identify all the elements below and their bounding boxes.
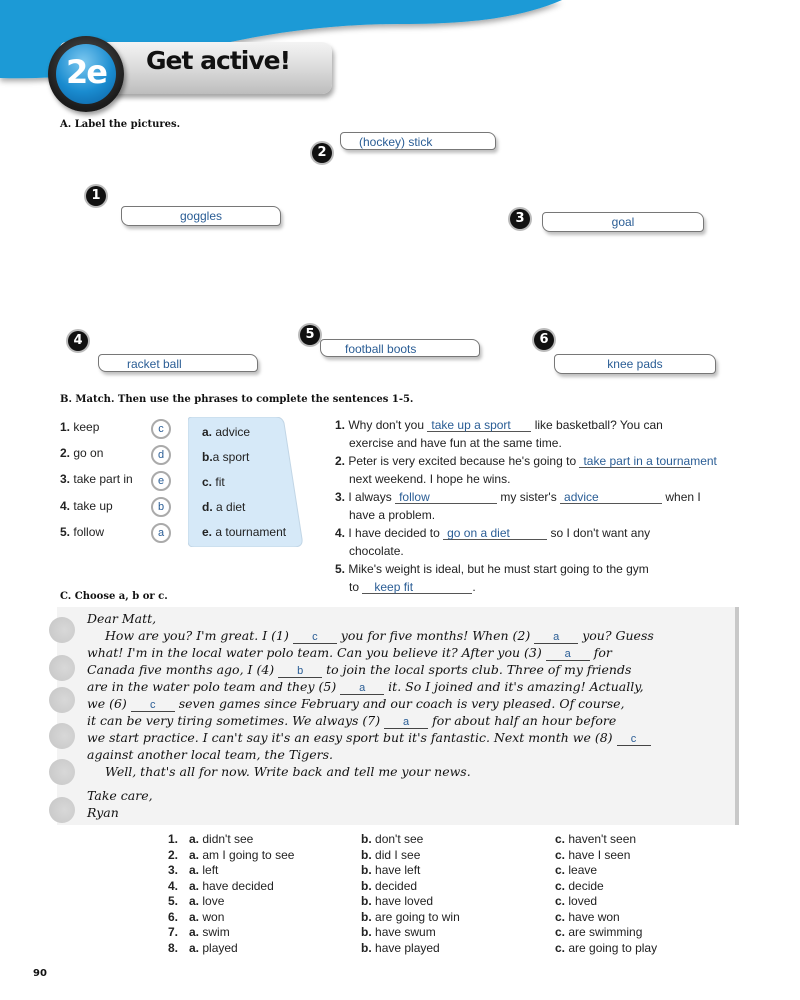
letter-blank-2[interactable]: a — [534, 632, 578, 644]
match-right-d — [202, 500, 245, 514]
match-right-e — [202, 525, 286, 539]
option-text: didn't see — [202, 832, 254, 846]
option-letter: b. — [361, 925, 372, 939]
option-text: won — [202, 909, 225, 924]
letter-blank-6[interactable]: c — [131, 700, 175, 712]
option-letter: a. — [189, 847, 200, 862]
sentence-num: 5. — [335, 562, 346, 576]
lesson-badge-text: 2e — [66, 53, 106, 91]
sentence-1 — [335, 418, 663, 432]
option-2-a[interactable] — [189, 848, 294, 862]
match-left-num: 4. — [60, 499, 71, 513]
option-letter: c. — [555, 925, 566, 939]
option-number: 7. — [168, 925, 179, 939]
option-number: 1. — [168, 832, 179, 846]
option-text: decided — [375, 878, 418, 893]
match-left-1 — [60, 420, 99, 434]
punch-hole — [49, 723, 75, 749]
punch-hole — [49, 687, 75, 713]
match-left-5 — [60, 525, 104, 539]
option-4-a[interactable] — [189, 879, 274, 893]
letter-blank-5[interactable]: a — [340, 683, 384, 695]
option-1-b[interactable] — [361, 832, 423, 846]
option-7-a[interactable] — [189, 925, 230, 939]
match-left-num: 2. — [60, 446, 71, 460]
option-text: are swimming — [568, 925, 643, 939]
letter-blank-7[interactable]: a — [384, 717, 428, 729]
label-field-3[interactable]: goal — [542, 212, 704, 232]
section-c-title: C. Choose a, b or c. — [60, 591, 168, 602]
option-text: did I see — [375, 847, 421, 862]
sentence-text: when I — [665, 490, 701, 504]
picture-number-5: 5 — [300, 325, 320, 345]
letter-text: How are you? I'm great. I (1) — [105, 628, 289, 643]
option-letter: a. — [189, 909, 200, 924]
option-letter: a. — [189, 863, 200, 877]
letter-text: we start practice. I can't say it's an easy sport but it's fantastic. Next month we (8) — [87, 730, 613, 745]
option-text: have decided — [202, 878, 274, 893]
option-number: 8. — [168, 940, 179, 955]
option-letter: a. — [189, 925, 200, 939]
option-letter: a. — [189, 832, 200, 846]
option-3-c[interactable] — [555, 863, 597, 877]
sentence-num: 4. — [335, 526, 346, 540]
letter-text: to join the local sports club. Three of my friends — [326, 662, 632, 677]
option-6-number — [168, 910, 178, 924]
option-3-b[interactable] — [361, 863, 420, 877]
match-right-letter: a. — [202, 425, 213, 439]
option-text: left — [202, 863, 219, 877]
match-answer-5[interactable]: a — [151, 523, 171, 543]
sentence-text: like basketball? You can — [534, 418, 663, 432]
sentence-text: I always — [348, 490, 392, 504]
sentence-text: my sister's — [500, 490, 557, 504]
option-2-b[interactable] — [361, 848, 420, 862]
option-number: 6. — [168, 909, 179, 924]
option-letter: b. — [361, 832, 372, 846]
section-a-title: A. Label the pictures. — [60, 119, 181, 130]
letter-blank-3[interactable]: a — [546, 649, 590, 661]
match-left-text: keep — [73, 420, 100, 434]
letter-line-6 — [87, 713, 616, 729]
letter-text: we (6) — [87, 696, 127, 711]
page-number: 90 — [33, 968, 47, 979]
option-5-number — [168, 894, 178, 908]
option-number: 5. — [168, 894, 179, 908]
option-8-b[interactable] — [361, 941, 440, 955]
picture-number-3: 3 — [510, 209, 530, 229]
sentence-5-blank[interactable]: keep fit — [362, 581, 472, 594]
option-1-c[interactable] — [555, 832, 636, 846]
option-text: are going to play — [568, 940, 658, 955]
option-text: love — [202, 894, 225, 908]
option-letter: a. — [189, 894, 200, 908]
sentence-1-blank[interactable]: take up a sport — [427, 419, 531, 432]
option-letter: c. — [555, 940, 566, 955]
option-letter: b. — [361, 863, 372, 877]
label-field-1[interactable]: goggles — [121, 206, 281, 226]
sentence-text: Peter is very excited because he's going to — [348, 454, 577, 468]
punch-hole — [49, 797, 75, 823]
sentence-3-blank-2[interactable]: advice — [560, 491, 662, 504]
option-1-number — [168, 832, 178, 846]
punch-hole — [49, 759, 75, 785]
letter-line-2 — [87, 645, 612, 661]
match-left-text: follow — [73, 525, 105, 539]
punch-hole — [49, 617, 75, 643]
match-right-text: a tournament — [215, 525, 287, 539]
option-4-c[interactable] — [555, 879, 604, 893]
option-text: are going to win — [375, 909, 460, 924]
letter-text: seven games since February and our coach is very pleased. Of course, — [178, 696, 625, 711]
option-letter: c. — [555, 909, 566, 924]
option-6-c[interactable] — [555, 910, 620, 924]
option-1-a[interactable] — [189, 832, 253, 846]
letter-text: what! I'm in the local water polo team. Can you believe it? After you (3) — [87, 645, 542, 660]
match-left-num: 5. — [60, 525, 71, 539]
match-right-letter: b. — [202, 450, 213, 464]
letter-blank-1[interactable]: c — [293, 632, 337, 644]
match-left-num: 1. — [60, 420, 71, 434]
sentence-5-line2 — [349, 580, 476, 594]
match-left-text: go on — [73, 446, 104, 460]
letter-line-5 — [87, 696, 625, 712]
match-right-b — [202, 450, 249, 464]
match-left-2 — [60, 446, 103, 460]
sentence-4 — [335, 526, 650, 540]
sentence-4-blank[interactable]: go on a diet — [443, 527, 547, 540]
option-text: played — [202, 940, 238, 955]
match-right-text: advice — [215, 425, 251, 439]
letter-text: it can be very tiring sometimes. We always (7) — [87, 713, 381, 728]
option-text: haven't seen — [568, 832, 637, 846]
option-7-b[interactable] — [361, 925, 436, 939]
option-letter: c. — [555, 894, 566, 908]
match-right-letter: c. — [202, 475, 213, 489]
option-text: swim — [202, 925, 230, 939]
picture-number-6: 6 — [534, 330, 554, 350]
option-5-b[interactable] — [361, 894, 433, 908]
sentence-num: 1. — [335, 418, 346, 432]
letter-signature: Ryan — [87, 805, 119, 820]
option-letter: b. — [361, 894, 372, 908]
option-6-a[interactable] — [189, 910, 224, 924]
sentence-1-line2: exercise and have fun at the same time. — [349, 436, 562, 450]
label-field-5[interactable]: football boots — [320, 339, 480, 357]
sentence-3-blank-1[interactable]: follow — [395, 491, 497, 504]
letter-greeting: Dear Matt, — [87, 611, 157, 626]
letter-text: it. So I joined and it's amazing! Actually, — [388, 679, 644, 694]
option-text: have I seen — [568, 847, 631, 862]
sentence-num: 2. — [335, 454, 346, 468]
option-3-number — [168, 863, 178, 877]
match-answer-1[interactable]: c — [151, 419, 171, 439]
match-left-text: take part in — [73, 472, 133, 486]
option-number: 2. — [168, 847, 179, 862]
letter-line-9: Well, that's all for now. Write back and tell me your news. — [105, 764, 471, 779]
letter-text: are in the water polo team and they (5) — [87, 679, 337, 694]
option-number: 3. — [168, 863, 179, 877]
label-field-4[interactable]: racket ball — [98, 354, 258, 372]
punch-hole — [49, 655, 75, 681]
letter-blank-8[interactable]: c — [617, 734, 651, 746]
option-8-a[interactable] — [189, 941, 238, 955]
option-text: have played — [375, 940, 440, 955]
letter-text: for about half an hour before — [432, 713, 617, 728]
match-right-letter: d. — [202, 500, 213, 514]
letter-signoff: Take care, — [87, 788, 153, 803]
option-number: 4. — [168, 878, 179, 893]
option-text: have loved — [375, 894, 434, 908]
sentence-text: so I don't want any — [550, 526, 651, 540]
picture-number-2: 2 — [312, 143, 332, 163]
sentence-4-line2: chocolate. — [349, 544, 404, 558]
match-right-c — [202, 475, 225, 489]
option-letter: b. — [361, 909, 372, 924]
option-8-c[interactable] — [555, 941, 657, 955]
letter-line-1 — [105, 628, 654, 644]
lesson-badge — [48, 36, 124, 112]
option-text: have swum — [375, 925, 436, 939]
label-field-2[interactable]: (hockey) stick — [340, 132, 496, 150]
option-letter: b. — [361, 878, 372, 893]
match-right-text: a sport — [212, 450, 250, 464]
letter-blank-4[interactable]: b — [278, 666, 322, 678]
sentence-2 — [335, 454, 717, 468]
letter-line-7 — [87, 730, 651, 746]
sentence-3 — [335, 490, 701, 504]
letter-line-3 — [87, 662, 631, 678]
sentence-text: . — [472, 580, 476, 594]
picture-number-4: 4 — [68, 331, 88, 351]
match-right-letter: e. — [202, 525, 213, 539]
option-7-c[interactable] — [555, 925, 642, 939]
letter-line-8: against another local team, the Tigers. — [87, 747, 333, 762]
sentence-2-line2: next weekend. I hope he wins. — [349, 472, 511, 486]
option-text: leave — [568, 863, 598, 877]
option-text: am I going to see — [202, 847, 295, 862]
letter-text: Canada five months ago, I (4) — [87, 662, 275, 677]
option-text: don't see — [375, 832, 424, 846]
match-left-num: 3. — [60, 472, 71, 486]
sentence-num: 3. — [335, 490, 346, 504]
option-letter: c. — [555, 847, 566, 862]
letter-text: for — [593, 645, 612, 660]
sentence-5 — [335, 562, 649, 576]
picture-number-1: 1 — [86, 186, 106, 206]
option-letter: c. — [555, 863, 566, 877]
match-left-3 — [60, 472, 133, 486]
letter-text: you? Guess — [582, 628, 654, 643]
sentence-text: to — [349, 580, 360, 594]
sentence-text: I have decided to — [348, 526, 440, 540]
option-2-c[interactable] — [555, 848, 630, 862]
option-text: have won — [568, 909, 620, 924]
option-letter: a. — [189, 940, 200, 955]
section-b-title: B. Match. Then use the phrases to complete the sentences 1-5. — [60, 394, 414, 405]
option-2-number — [168, 848, 178, 862]
option-text: have left — [375, 863, 421, 877]
match-right-text: a diet — [216, 500, 246, 514]
option-letter: c. — [555, 878, 566, 893]
option-text: decide — [568, 878, 604, 893]
option-4-number — [168, 879, 178, 893]
match-answer-2[interactable]: d — [151, 445, 171, 465]
page-title: Get active! — [146, 46, 290, 75]
match-right-a — [202, 425, 250, 439]
option-text: loved — [568, 894, 598, 908]
sentence-2-blank[interactable]: take part in a tournament — [579, 455, 691, 468]
option-7-number — [168, 925, 178, 939]
option-5-a[interactable] — [189, 894, 224, 908]
lesson-badge-inner — [56, 44, 116, 104]
sentence-3-line2: have a problem. — [349, 508, 436, 522]
option-8-number — [168, 941, 178, 955]
sentence-text: Mike's weight is ideal, but he must start going to the gym — [348, 562, 649, 576]
option-letter: b. — [361, 847, 372, 862]
option-3-a[interactable] — [189, 863, 218, 877]
option-letter: a. — [189, 878, 200, 893]
option-letter: c. — [555, 832, 566, 846]
letter-line-4 — [87, 679, 644, 695]
letter-card — [57, 607, 739, 825]
option-4-b[interactable] — [361, 879, 417, 893]
sentence-text: Why don't you — [348, 418, 425, 432]
match-left-4 — [60, 499, 113, 513]
option-5-c[interactable] — [555, 894, 597, 908]
label-field-6[interactable]: knee pads — [554, 354, 716, 374]
option-letter: b. — [361, 940, 372, 955]
match-left-text: take up — [73, 499, 113, 513]
match-answer-4[interactable]: b — [151, 497, 171, 517]
letter-text: you for five months! When (2) — [340, 628, 531, 643]
match-right-text: fit — [215, 475, 225, 489]
option-6-b[interactable] — [361, 910, 460, 924]
match-answer-3[interactable]: e — [151, 471, 171, 491]
